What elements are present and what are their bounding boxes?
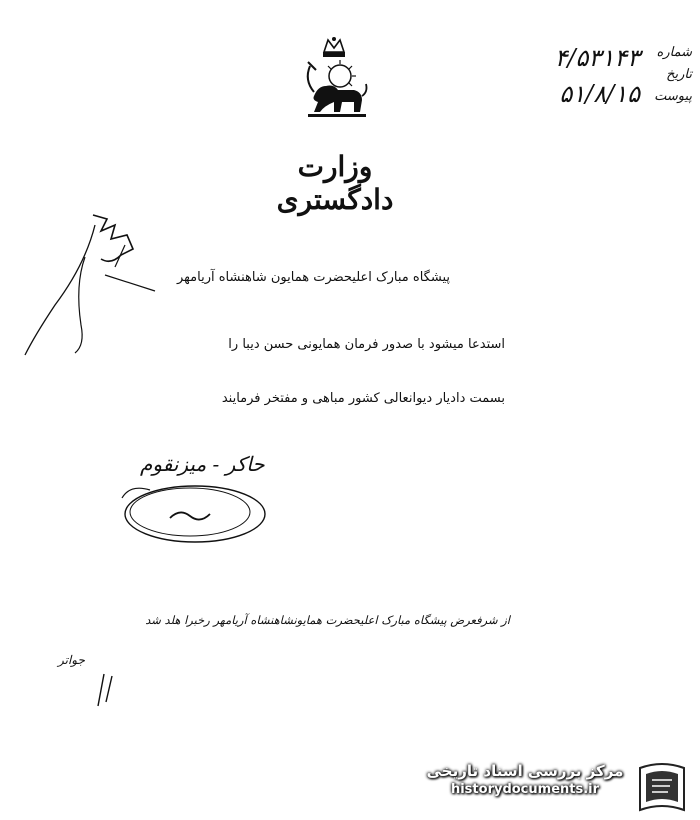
margin-signature-flourish	[15, 205, 165, 365]
watermark-title: مرکز بررسی اسناد تاریخی	[426, 762, 624, 780]
watermark-text	[420, 762, 630, 797]
letter-body-line-1: استدعا میشود با صدور فرمان همایونی حسن دیبا را	[228, 337, 505, 352]
date-label: تاریخ	[666, 67, 692, 82]
addressee-line: پیشگاه مبارک اعلیحضرت همایون شاهنشاه آریامهر	[177, 270, 450, 285]
oval-signature	[110, 478, 270, 548]
letter-date: ۵۱/۸/۱۵	[559, 80, 640, 108]
reference-values	[520, 40, 640, 112]
attachment-label: پیوست	[654, 89, 692, 104]
footnote-line: از شرفعرض پیشگاه مبارک اعلیحضرت همایونشاهنشاه آریامهر رخبرا هلد شد	[145, 613, 510, 627]
letter-number: ۴/۵۳۱۴۳	[554, 44, 640, 72]
number-label: شماره	[656, 45, 692, 60]
letter-body-line-2: بسمت دادیار دیوانعالی کشور مباهی و مفتخر فرمایند	[221, 391, 505, 406]
ministry-title: وزارت دادگستری	[276, 150, 394, 216]
handwritten-annotation: حاکر - میزنقوم	[140, 452, 265, 476]
lion-and-sun-emblem-icon	[296, 36, 372, 126]
footnote-sub: جواتر	[58, 653, 85, 667]
double-slash-mark	[92, 670, 122, 710]
history-documents-logo-icon	[636, 758, 688, 814]
watermark-url: historydocuments.ir	[450, 782, 600, 797]
